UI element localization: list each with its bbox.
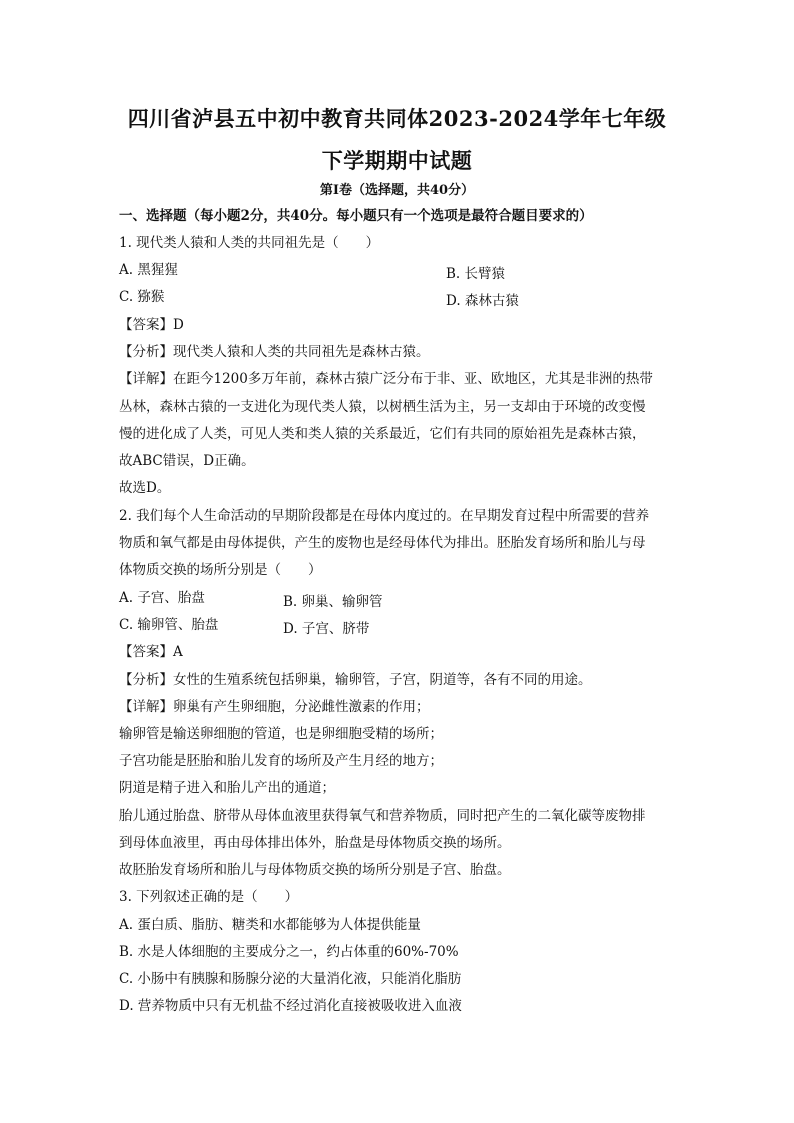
section-heading: 一、选择题（每小题2分，共40分。每小题只有一个选项是最符合题目要求的） — [119, 208, 593, 224]
q3-stem: 3. 下列叙述正确的是（ ） — [119, 889, 299, 905]
q1-detail-line: 慢的进化成了人类，可见人类和类人猿的关系最近，它们有共同的原始祖先是森林古猿， — [119, 426, 646, 442]
q2-option-c: C. 输卵管、胎盘 — [119, 617, 219, 633]
q2-detail-line: 阴道是精子进入和胎儿产出的通道； — [119, 780, 335, 796]
q2-analysis: 【分析】女性的生殖系统包括卵巢，输卵管，子宫，阴道等，各有不同的用途。 — [119, 672, 592, 688]
q1-detail-line: 丛林，森林古猿的一支进化为现代类人猿，以树栖生活为主，另一支却由于环境的改变慢 — [119, 399, 646, 415]
q2-detail-line: 子宫功能是胚胎和胎儿发育的场所及产生月经的地方； — [119, 753, 443, 769]
q2-option-d: D. 子宫、脐带 — [283, 621, 370, 637]
q2-option-b: B. 卵巢、输卵管 — [283, 594, 383, 610]
q2-stem-line: 体物质交换的场所分别是（ ） — [119, 562, 322, 578]
q3-option-c: C. 小肠中有胰腺和肠腺分泌的大量消化液，只能消化脂肪 — [119, 971, 462, 987]
q1-detail-line: 故选D。 — [119, 480, 171, 496]
section-subtitle: 第Ⅰ卷（选择题，共40分） — [319, 183, 475, 198]
q1-detail-line: 故ABC错误，D正确。 — [119, 453, 255, 469]
q1-analysis: 【分析】现代类人猿和人类的共同祖先是森林古猿。 — [119, 344, 430, 360]
q2-detail-line: 【详解】卵巢有产生卵细胞，分泌雌性激素的作用； — [119, 699, 430, 715]
q2-stem-line: 2. 我们每个人生命活动的早期阶段都是在母体内度过的。在早期发育过程中所需要的营养 — [119, 508, 650, 524]
q2-detail-line: 胎儿通过胎盘、脐带从母体血液里获得氧气和营养物质，同时把产生的二氧化碳等废物排 — [119, 808, 646, 824]
q2-option-a: A. 子宫、胎盘 — [119, 590, 205, 606]
q3-option-d: D. 营养物质中只有无机盐不经过消化直接被吸收进入血液 — [119, 998, 462, 1014]
q1-option-b: B. 长臂猿 — [446, 266, 506, 282]
q3-option-a: A. 蛋白质、脂肪、糖类和水都能够为人体提供能量 — [119, 917, 421, 933]
page-title-line1: 四川省泸县五中初中教育共同体2023-2024学年七年级 — [127, 106, 667, 131]
q1-option-c: C. 猕猴 — [119, 289, 165, 305]
q1-option-d: D. 森林古猿 — [446, 293, 519, 309]
q1-stem: 1. 现代类人猿和人类的共同祖先是（ ） — [119, 235, 380, 251]
q2-stem-line: 物质和氧气都是由母体提供，产生的废物也是经母体代为排出。胚胎发育场所和胎儿与母 — [119, 535, 646, 551]
q1-option-a: A. 黑猩猩 — [119, 262, 178, 278]
q2-detail-line: 到母体血液里，再由母体排出体外，胎盘是母体物质交换的场所。 — [119, 835, 511, 851]
q2-detail-line: 输卵管是输送卵细胞的管道，也是卵细胞受精的场所； — [119, 726, 443, 742]
q3-option-b: B. 水是人体细胞的主要成分之一，约占体重的60%-70% — [119, 944, 459, 960]
q1-detail-line: 【详解】在距今1200多万年前，森林古猿广泛分布于非、亚、欧地区，尤其是非洲的热带 — [119, 371, 653, 387]
q1-answer: 【答案】D — [119, 317, 184, 333]
q2-detail-line: 故胚胎发育场所和胎儿与母体物质交换的场所分别是子宫、胎盘。 — [119, 862, 511, 878]
q2-answer: 【答案】A — [119, 644, 183, 660]
page-title-line2: 下学期期中试题 — [321, 148, 473, 173]
